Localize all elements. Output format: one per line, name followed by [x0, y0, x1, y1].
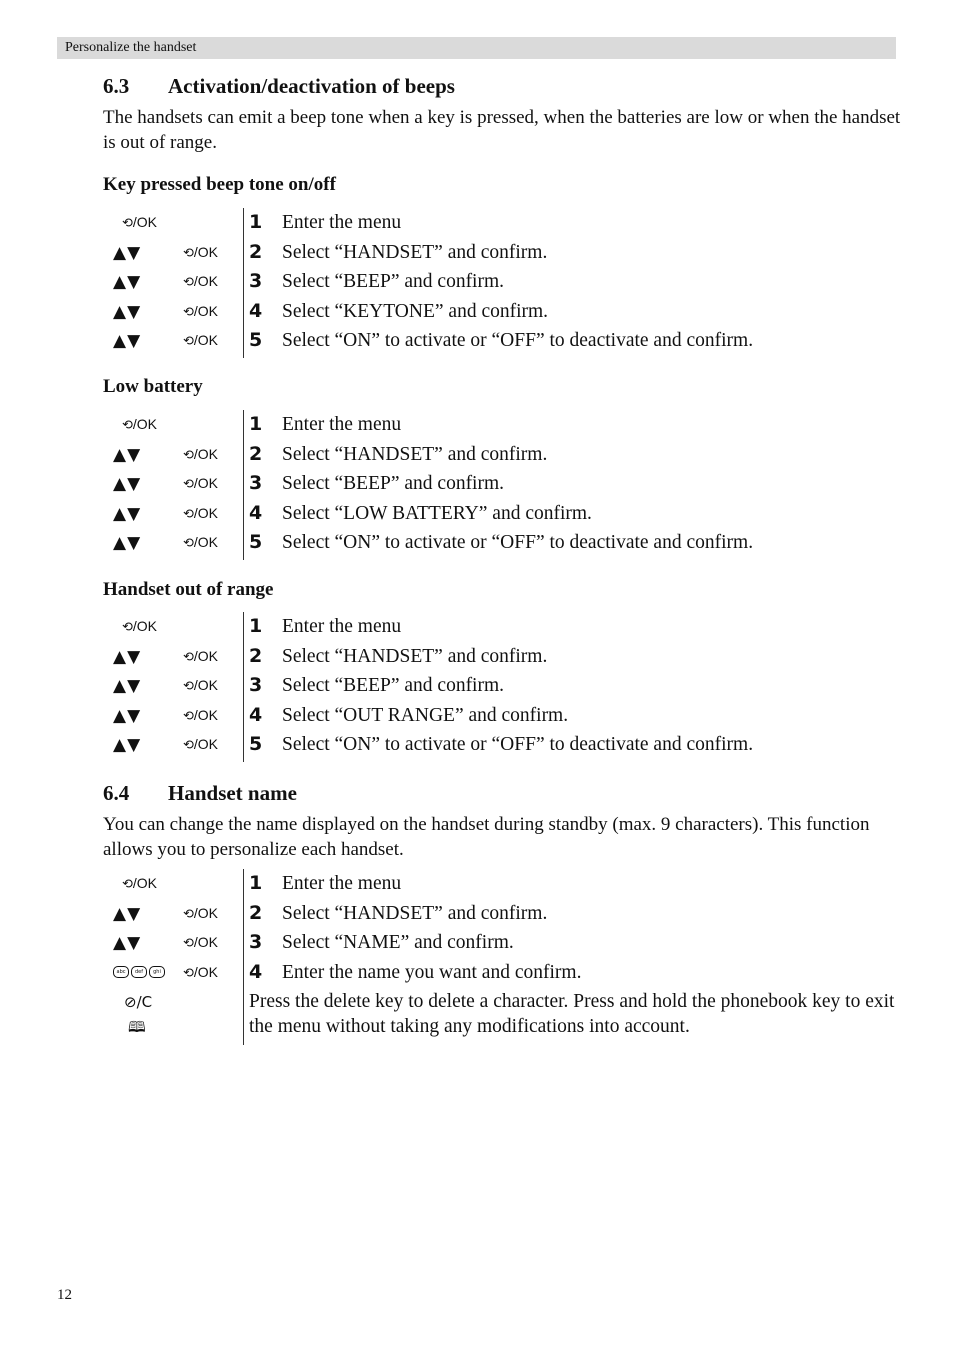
ok-key-icon: ⟲/OK: [122, 416, 158, 433]
section-number: 6.3: [103, 74, 130, 98]
ok-key-icon: ⟲/OK: [122, 214, 158, 231]
step-number: 4: [249, 501, 263, 524]
step-row: [108, 612, 908, 642]
step-row: [108, 642, 908, 672]
keys: [108, 671, 233, 701]
step-row: [108, 297, 908, 327]
step-row: [108, 671, 908, 701]
keys: [108, 730, 233, 760]
step-number: 1: [249, 615, 263, 637]
step-list-handset-name: [108, 869, 908, 1045]
running-header-title: Personalize the handset: [65, 40, 197, 55]
step-number: 5: [249, 733, 263, 756]
step-text: Select “BEEP” and confirm.: [282, 473, 505, 495]
keys: [108, 612, 233, 642]
up-down-arrows-icon: ▲▼: [113, 646, 142, 667]
step-row: [108, 869, 908, 899]
step-row: [108, 899, 908, 929]
step-number: 3: [249, 674, 263, 697]
step-text: Select “HANDSET” and confirm.: [282, 902, 548, 924]
ok-key-icon: ⟲/OK: [183, 904, 219, 922]
step-list-out-of-range: [108, 612, 908, 760]
running-header: [57, 37, 896, 59]
ok-key-icon: ⟲/OK: [183, 736, 219, 754]
keys: [108, 958, 233, 988]
step-text: Select “BEEP” and confirm.: [282, 271, 505, 293]
ok-key-icon: ⟲/OK: [183, 534, 219, 552]
step-number: 4: [249, 960, 263, 983]
up-down-arrows-icon: ▲▼: [113, 503, 142, 524]
step-text: Select “ON” to activate or “OFF” to deactivate and confirm.: [282, 734, 754, 756]
up-down-arrows-icon: ▲▼: [113, 735, 142, 756]
step-row: [108, 701, 908, 731]
ok-key-icon: ⟲/OK: [183, 475, 219, 493]
step-number: 5: [249, 531, 263, 554]
keys: [108, 469, 233, 499]
step-text: Select “HANDSET” and confirm.: [282, 443, 548, 465]
step-text: Select “BEEP” and confirm.: [282, 675, 505, 697]
step-text: Select “ON” to activate or “OFF” to deactivate and confirm.: [282, 532, 754, 554]
step-list-low-battery: [108, 410, 908, 558]
step-number: 4: [249, 299, 263, 322]
step-text: Select “NAME” and confirm.: [282, 932, 514, 954]
page-number: 12: [57, 1287, 72, 1303]
keys: [108, 701, 233, 731]
section-number: 6.4: [103, 781, 130, 805]
ok-key-icon: ⟲/OK: [183, 677, 219, 695]
ok-key-icon: ⟲/OK: [183, 647, 219, 665]
step-text: Select “HANDSET” and confirm.: [282, 645, 548, 667]
section-title: Activation/deactivation of beeps: [168, 74, 455, 98]
step-row: [108, 528, 908, 558]
ok-key-icon: ⟲/OK: [122, 875, 158, 892]
ok-key-icon: ⟲/OK: [183, 445, 219, 463]
step-list-keytone: [108, 208, 908, 356]
step-row: [108, 326, 908, 356]
step-number: 2: [249, 240, 263, 263]
keys: [108, 928, 233, 958]
phonebook-key-icon: 🕮: [128, 1018, 146, 1037]
keys: [108, 899, 233, 929]
keys: [108, 326, 233, 356]
step-number: 2: [249, 442, 263, 465]
step-row: [108, 267, 908, 297]
step-number: 2: [249, 644, 263, 667]
step-text: Select “OUT RANGE” and confirm.: [282, 704, 569, 726]
step-text: Select “KEYTONE” and confirm.: [282, 300, 549, 322]
keys: [108, 410, 233, 440]
up-down-arrows-icon: ▲▼: [113, 242, 142, 263]
section-heading-6-4: [103, 781, 297, 806]
step-number: 1: [249, 211, 263, 233]
section-intro: The handsets can emit a beep tone when a key is pressed, when the batteries are low or when the handset is out of range.: [103, 107, 901, 153]
note-row: [108, 987, 908, 1045]
step-number: 3: [249, 931, 263, 954]
step-text: Enter the menu: [282, 414, 402, 435]
up-down-arrows-icon: ▲▼: [113, 903, 142, 924]
subheading-out-of-range: Handset out of range: [103, 579, 274, 600]
subheading-low-battery: Low battery: [103, 376, 203, 397]
step-row: [108, 928, 908, 958]
step-row: [108, 208, 908, 238]
alphanumeric-keys-icon: abc def ghi: [113, 966, 165, 978]
step-text: Enter the menu: [282, 616, 402, 637]
keys: [108, 440, 233, 470]
keys: [108, 208, 233, 238]
keys: [108, 297, 233, 327]
section-heading-6-3: [103, 74, 455, 99]
up-down-arrows-icon: ▲▼: [113, 444, 142, 465]
step-row: [108, 238, 908, 268]
keys: [108, 238, 233, 268]
step-text: Enter the menu: [282, 873, 402, 894]
note-text: Press the delete key to delete a character. Press and hold the phonebook key to exit the menu without taking any modifications into account.: [249, 991, 895, 1038]
up-down-arrows-icon: ▲▼: [113, 705, 142, 726]
subheading-keytone: Key pressed beep tone on/off: [103, 174, 336, 195]
up-down-arrows-icon: ▲▼: [113, 331, 142, 352]
step-row: [108, 469, 908, 499]
up-down-arrows-icon: ▲▼: [113, 933, 142, 954]
section-title: Handset name: [168, 781, 297, 805]
step-number: 5: [249, 329, 263, 352]
step-number: 1: [249, 413, 263, 435]
up-down-arrows-icon: ▲▼: [113, 474, 142, 495]
step-number: 1: [249, 872, 263, 894]
keys: [108, 642, 233, 672]
step-text: Enter the menu: [282, 212, 402, 233]
ok-key-icon: ⟲/OK: [183, 273, 219, 291]
step-text: Enter the name you want and confirm.: [282, 961, 582, 983]
ok-key-icon: ⟲/OK: [183, 302, 219, 320]
keys: [108, 528, 233, 558]
ok-key-icon: ⟲/OK: [183, 332, 219, 350]
up-down-arrows-icon: ▲▼: [113, 533, 142, 554]
ok-key-icon: ⟲/OK: [183, 963, 219, 981]
keys: [108, 499, 233, 529]
step-row: [108, 440, 908, 470]
step-number: 4: [249, 703, 263, 726]
step-number: 3: [249, 472, 263, 495]
step-text: Select “ON” to activate or “OFF” to deactivate and confirm.: [282, 330, 754, 352]
keys: [108, 267, 233, 297]
up-down-arrows-icon: ▲▼: [113, 272, 142, 293]
ok-key-icon: ⟲/OK: [183, 504, 219, 522]
up-down-arrows-icon: ▲▼: [113, 301, 142, 322]
step-number: 2: [249, 901, 263, 924]
section-intro: You can change the name displayed on the handset during standby (max. 9 characters). This function allows you to personalize each handset.: [103, 814, 870, 860]
step-text: Select “LOW BATTERY” and confirm.: [282, 502, 592, 524]
up-down-arrows-icon: ▲▼: [113, 676, 142, 697]
delete-key-icon: ⊘/C: [124, 993, 153, 1012]
ok-key-icon: ⟲/OK: [183, 706, 219, 724]
keys: [108, 869, 233, 899]
keys: [108, 987, 233, 1045]
step-row: [108, 730, 908, 760]
step-row: [108, 499, 908, 529]
ok-key-icon: ⟲/OK: [183, 243, 219, 261]
ok-key-icon: ⟲/OK: [183, 934, 219, 952]
step-row: [108, 958, 908, 988]
step-number: 3: [249, 270, 263, 293]
step-text: Select “HANDSET” and confirm.: [282, 241, 548, 263]
ok-key-icon: ⟲/OK: [122, 618, 158, 635]
step-row: [108, 410, 908, 440]
